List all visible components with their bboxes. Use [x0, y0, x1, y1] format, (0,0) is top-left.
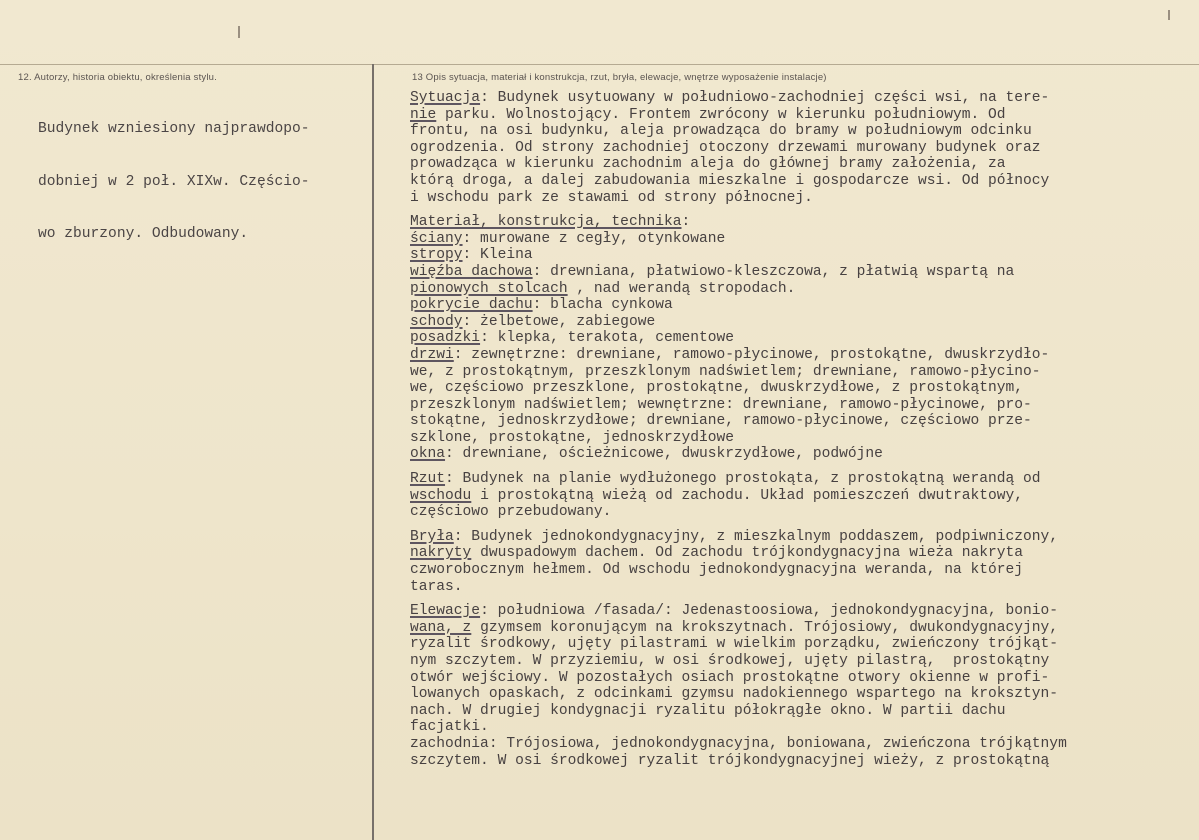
- underlined-word: nie: [410, 106, 437, 123]
- underlined-word: nakryty: [410, 545, 472, 562]
- label-pokrycie: pokrycie dachu: [410, 297, 533, 314]
- label-sciany: ściany: [410, 230, 463, 247]
- label-okna: okna: [410, 446, 446, 463]
- text-line: [410, 264, 1190, 281]
- text-line: otwór wejściowy. W pozostałych osiach prostokątne otwory okienne w profi-: [410, 669, 1050, 686]
- text-line: [410, 330, 1190, 347]
- text-line: [410, 214, 1190, 231]
- underlined-word: wana, z: [410, 619, 472, 636]
- history-line: Budynek wzniesiony najprawdopo-: [38, 121, 310, 137]
- text-line: szczytem. W osi środkowej ryzalit trójkondygnacyjnej wieży, z prostokątną: [410, 752, 1050, 769]
- line-text: : Kleina: [462, 247, 533, 264]
- line-text: parku. Wolnostojący. Frontem zwrócony w kierunku południowym. Od: [436, 106, 1006, 123]
- text-line: frontu, na osi budynku, aleja prowadząca do bramy w południowym odcinku: [410, 123, 1032, 140]
- text-line: [410, 107, 1190, 124]
- column-divider: [372, 64, 374, 840]
- line-text: i prostokątną wieżą od zachodu. Układ pomieszczeń dwutraktowy,: [471, 487, 1024, 504]
- section-label-elewacje: Elewacje: [410, 603, 481, 620]
- text-line: [410, 347, 1190, 364]
- line-text: dwuspadowym dachem. Od zachodu trójkondygnacyjna wieża nakryta: [471, 545, 1024, 562]
- text-line: [410, 620, 1190, 637]
- text-line: facjatki.: [410, 719, 489, 736]
- text-line: lowanych opaskach, z odcinkami gzymsu nadokiennego wspartego na kroksztyn-: [410, 686, 1059, 703]
- label-wiezba: więźba dachowa: [410, 263, 533, 280]
- line-text: : klepka, terakota, cementowe: [480, 330, 735, 347]
- line-text: : zewnętrzne: drewniane, ramowo-płycinowe, prostokątne, dwuskrzydło-: [453, 346, 1050, 363]
- text-line: [410, 281, 1190, 298]
- line-text: : żelbetowe, zabiegowe: [462, 313, 656, 330]
- text-line: [410, 446, 1190, 463]
- underlined-word: wschodu: [410, 487, 472, 504]
- text-line: nach. W drugiej kondygnacji ryzalitu półokrągłe okno. W partii dachu: [410, 702, 1006, 719]
- line-text: :: [681, 214, 691, 231]
- text-line: szklone, prostokątne, jednoskrzydłowe: [410, 429, 735, 446]
- line-text: : drewniana, płatwiowo-kleszczowa, z płatwią wspartą na: [532, 263, 1015, 280]
- text-line: [410, 488, 1190, 505]
- history-text: [38, 86, 368, 279]
- text-line: częściowo przebudowany.: [410, 504, 612, 521]
- text-line: [410, 231, 1190, 248]
- text-line: ryzalit środkowy, ujęty pilastrami w wielkim porządku, zwieńczony trójkąt-: [410, 636, 1059, 653]
- label-schody: schody: [410, 313, 463, 330]
- line-text: : Budynek na planie wydłużonego prostokąta, z prostokątną werandą od: [445, 471, 1041, 488]
- text-line: przeszklonym nadświetlem; wewnętrzne: drewniane, ramowo-płycinowe, pro-: [410, 396, 1032, 413]
- text-line: we, z prostokątnym, przeszklonym nadświetlem; drewniane, ramowo-płycino-: [410, 363, 1041, 380]
- paper-mark: [238, 26, 240, 38]
- line-text: : drewniane, ościeżnicowe, dwuskrzydłowe, podwójne: [445, 446, 883, 463]
- line-text: gzymsem koronującym na krokszytnach. Trójosiowy, dwukondygnacyjny,: [471, 619, 1059, 636]
- text-line: [410, 529, 1190, 546]
- history-line: dobniej w 2 poł. XIXw. Częścio-: [38, 173, 310, 190]
- history-line: wo zburzony. Odbudowany.: [38, 226, 249, 242]
- section-label-material: Materiał, konstrukcja, technika: [410, 214, 682, 231]
- text-line: i wschodu park ze stawami od strony północnej.: [410, 189, 813, 206]
- text-line: nym szczytem. W przyziemiu, w osi środkowej, ujęty pilastrą, prostokątny: [410, 653, 1050, 669]
- text-line: taras.: [410, 578, 463, 595]
- text-line: [410, 471, 1190, 488]
- text-line: którą droga, a dalej zabudowania mieszkalne i gospodarcze wsi. Od północy: [410, 172, 1050, 189]
- text-line: prowadząca w kierunku zachodnim aleja do głównej bramy założenia, za: [410, 156, 1006, 173]
- text-line: [410, 90, 1190, 107]
- line-text: : blacha cynkowa: [532, 297, 673, 314]
- line-text: : murowane z cegły, otynkowane: [462, 230, 726, 247]
- text-line: ogrodzenia. Od strony zachodniej otoczony drzewami murowany budynek oraz: [410, 139, 1041, 156]
- text-line: we, częściowo przeszklone, prostokątne, dwuskrzydłowe, z prostokątnym,: [410, 380, 1024, 397]
- label-stropy: stropy: [410, 247, 463, 264]
- line-text: : Budynek jednokondygnacyjny, z mieszkalnym poddaszem, podpiwniczony,: [453, 528, 1059, 545]
- section-label-sytuacja: Sytuacja: [410, 90, 481, 106]
- paper-mark: [1168, 10, 1170, 20]
- label-posadzki: posadzki: [410, 330, 481, 347]
- text-line: [410, 603, 1190, 620]
- section-label-bryla: Bryła: [410, 528, 454, 545]
- text-line: [410, 545, 1190, 562]
- text-line: [410, 297, 1190, 314]
- description-text: [410, 90, 1190, 769]
- section-label-rzut: Rzut: [410, 471, 446, 488]
- text-line: czworobocznym hełmem. Od wschodu jednokondygnacyjna weranda, na której: [410, 562, 1024, 579]
- underlined-word: pionowych stolcach: [410, 280, 568, 297]
- text-line: [410, 247, 1190, 264]
- field-12-header: 12. Autorzy, historia obiektu, określenia stylu.: [18, 72, 217, 83]
- field-13-header: 13 Opis sytuacja, materiał i konstrukcja, rzut, bryła, elewacje, wnętrze wyposażenie instalacje): [412, 72, 827, 83]
- header-rule: [0, 64, 1199, 65]
- text-line: stokątne, jednoskrzydłowe; drewniane, ramowo-płycinowe, częściowo prze-: [410, 413, 1032, 430]
- label-drzwi: drzwi: [410, 346, 454, 363]
- line-text: : Budynek usytuowany w południowo-zachodniej części wsi, na tere-: [480, 90, 1050, 106]
- text-line: [410, 314, 1190, 331]
- text-line: zachodnia: Trójosiowa, jednokondygnacyjna, boniowana, zwieńczona trójkątnym: [410, 735, 1067, 752]
- line-text: : południowa /fasada/: Jedenastoosiowa, jednokondygnacyjna, bonio-: [480, 603, 1059, 620]
- line-text: , nad werandą stropodach.: [567, 280, 796, 297]
